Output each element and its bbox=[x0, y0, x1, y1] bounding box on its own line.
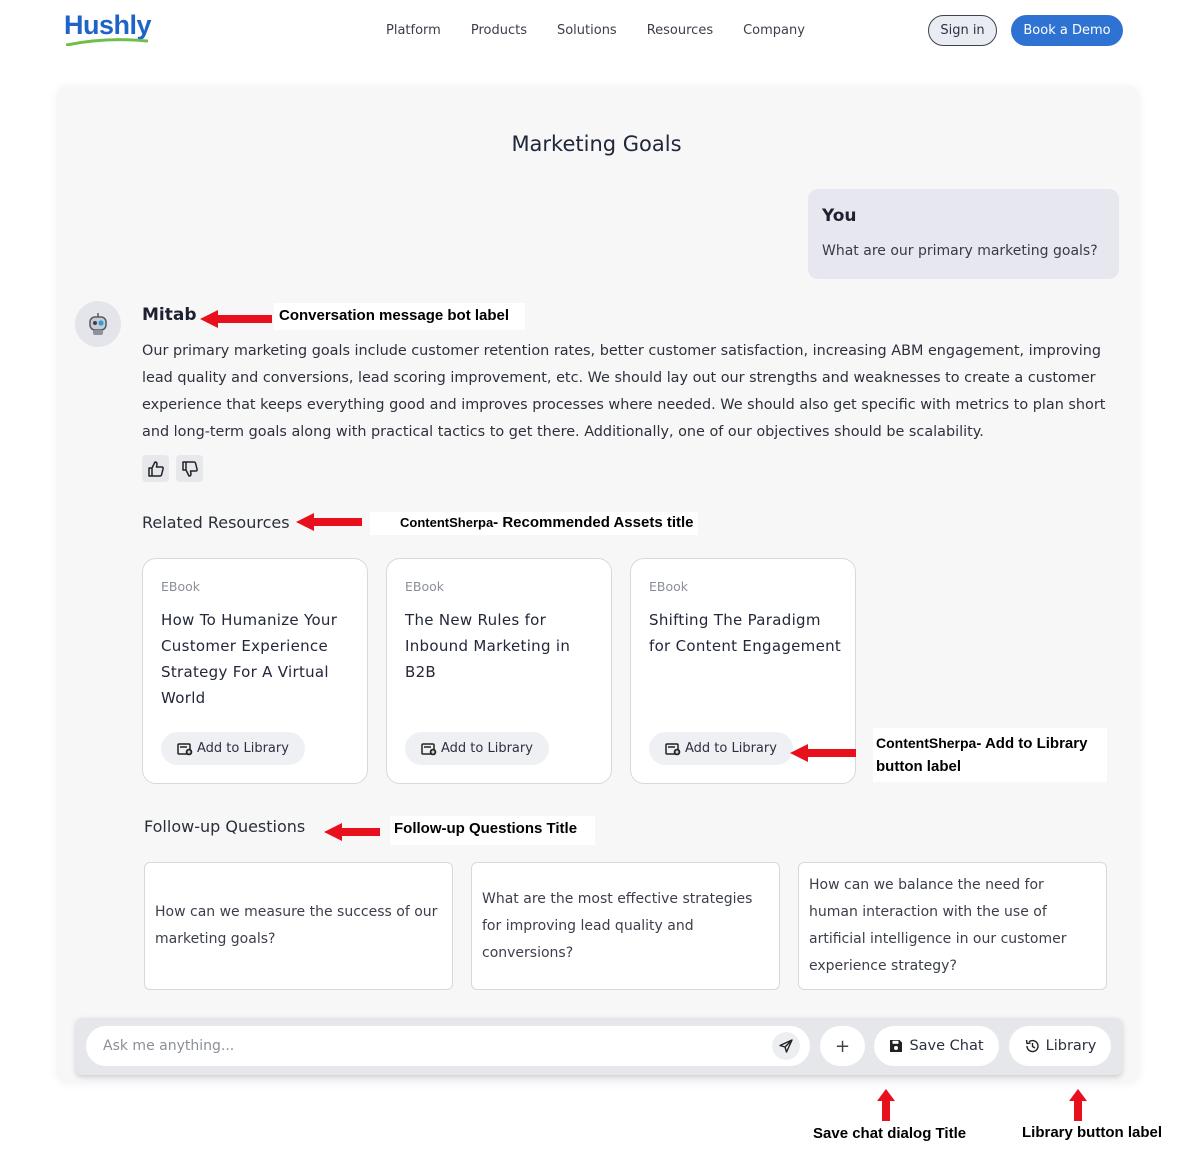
add-to-library-label: Add to Library bbox=[441, 741, 533, 756]
library-add-icon bbox=[421, 742, 437, 756]
resource-type: EBook bbox=[161, 579, 201, 594]
annotation-bot-label: Conversation message bot label bbox=[274, 303, 525, 330]
thumbs-up-icon bbox=[147, 460, 165, 478]
annotation-contentsherpa: ContentSherpa bbox=[400, 515, 494, 530]
thumbs-up-button[interactable] bbox=[142, 455, 169, 482]
follow-up-question-card[interactable] bbox=[471, 862, 780, 990]
bot-avatar bbox=[75, 301, 121, 347]
resource-type: EBook bbox=[405, 579, 445, 594]
add-to-library-label: Add to Library bbox=[685, 741, 777, 756]
related-resources-title: Related Resources bbox=[142, 513, 290, 532]
resource-card[interactable] bbox=[142, 558, 368, 784]
nav-solutions[interactable]: Solutions bbox=[556, 23, 617, 38]
follow-up-question-text: How can we measure the success of our marketing goals? bbox=[155, 904, 438, 947]
library-label: Library bbox=[1045, 1038, 1097, 1054]
nav-platform[interactable]: Platform bbox=[386, 23, 441, 38]
resource-title[interactable]: Shifting The Paradigm for Content Engagement bbox=[649, 611, 842, 655]
save-chat-label: Save Chat bbox=[909, 1038, 984, 1054]
chat-input[interactable] bbox=[86, 1026, 810, 1066]
main-nav bbox=[386, 22, 835, 40]
bot-label: Mitab bbox=[142, 305, 197, 325]
follow-up-question-text: What are the most effective strategies for improving lead quality and conversions? bbox=[482, 890, 753, 961]
annotation-library-label: Library button label bbox=[1022, 1124, 1163, 1141]
resource-type: EBook bbox=[649, 579, 689, 594]
annotation-assets-title bbox=[370, 512, 698, 535]
add-to-library-button[interactable] bbox=[161, 732, 305, 765]
add-to-library-label: Add to Library bbox=[197, 741, 289, 756]
thumbs-down-icon bbox=[181, 460, 199, 478]
save-icon bbox=[889, 1039, 903, 1053]
library-add-icon bbox=[177, 742, 193, 756]
annotation-add-text-2: button label bbox=[876, 758, 961, 775]
resource-card[interactable] bbox=[386, 558, 612, 784]
new-chat-button[interactable]: + bbox=[820, 1026, 865, 1066]
library-add-icon bbox=[665, 742, 681, 756]
follow-up-question-text: How can we balance the need for human interaction with the use of artificial intelligence in our customer experience strategy? bbox=[809, 877, 1067, 974]
annotation-arrow-left bbox=[324, 822, 380, 842]
annotation-contentsherpa: ContentSherpa bbox=[876, 735, 977, 751]
annotation-arrow-up bbox=[1068, 1089, 1088, 1121]
annotation-save-chat-title: Save chat dialog Title bbox=[813, 1125, 967, 1142]
user-message-bubble bbox=[808, 189, 1119, 279]
send-icon bbox=[778, 1038, 794, 1054]
annotation-arrow-up bbox=[876, 1089, 896, 1121]
user-message-text: What are our primary marketing goals? bbox=[822, 243, 1098, 259]
resource-title[interactable]: How To Humanize Your Customer Experience Strategy For A Virtual World bbox=[161, 611, 338, 707]
save-chat-button[interactable] bbox=[874, 1026, 999, 1066]
book-demo-button[interactable]: Book a Demo bbox=[1011, 15, 1123, 46]
annotation-add-text: - Add to Library bbox=[976, 735, 1088, 752]
page-title: Marketing Goals bbox=[511, 132, 682, 156]
follow-up-question-card[interactable] bbox=[144, 862, 453, 990]
follow-up-question-card[interactable] bbox=[798, 862, 1107, 990]
robot-icon bbox=[85, 311, 111, 337]
follow-up-questions-title: Follow-up Questions bbox=[144, 817, 306, 836]
nav-company[interactable]: Company bbox=[743, 23, 805, 38]
add-to-library-button[interactable] bbox=[649, 732, 793, 765]
sign-in-button[interactable]: Sign in bbox=[928, 15, 997, 46]
annotation-arrow-left bbox=[200, 309, 272, 329]
resource-title[interactable]: The New Rules for Inbound Marketing in B2B bbox=[405, 611, 571, 681]
thumbs-down-button[interactable] bbox=[176, 455, 203, 482]
bot-message-text: Our primary marketing goals include customer retention rates, better customer satisfaction, increasing ABM engagement, improving lead quality and conversions, lead scoring improvement, etc. We should lay out our strengths and weaknesses to create a customer experience that keeps everything good and improves processes where needed. We should also get specific with metrics to plan short and long-term goals along with practical tactics to get there. Additionally, one of our objectives should be scalability. bbox=[142, 343, 1106, 440]
library-button[interactable] bbox=[1009, 1026, 1111, 1066]
annotation-add-to-library bbox=[873, 728, 1107, 782]
annotation-followup-title: Follow-up Questions Title bbox=[390, 816, 595, 845]
logo-swoosh-icon bbox=[66, 38, 148, 46]
nav-products[interactable]: Products bbox=[470, 23, 527, 38]
send-button[interactable] bbox=[772, 1032, 800, 1060]
user-label: You bbox=[822, 206, 857, 226]
annotation-assets-text: - Recommended Assets title bbox=[493, 514, 694, 531]
annotation-arrow-left bbox=[296, 512, 362, 532]
annotation-arrow-left bbox=[790, 743, 856, 763]
chat-input-bar bbox=[76, 1018, 1122, 1075]
add-to-library-button[interactable] bbox=[405, 732, 549, 765]
history-icon bbox=[1024, 1038, 1040, 1054]
hushly-logo[interactable]: Hushly bbox=[64, 10, 152, 40]
nav-resources[interactable]: Resources bbox=[646, 23, 714, 38]
